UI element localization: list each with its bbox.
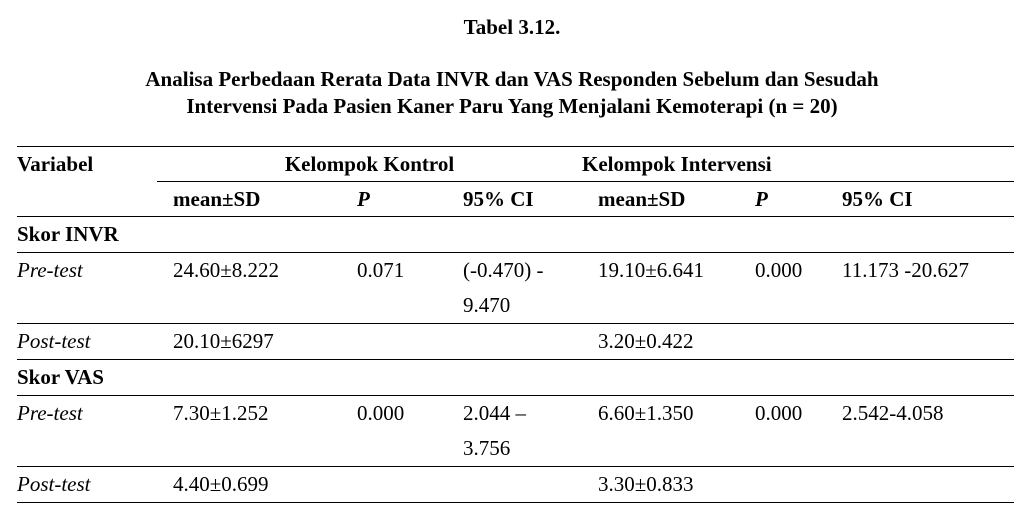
intervensi-ci-value: 11.173 -20.627 <box>826 253 1014 324</box>
kontrol-ci-line-2: 9.470 <box>463 293 511 317</box>
kontrol-p-value: 0.071 <box>341 253 447 324</box>
table-title <box>0 66 1024 120</box>
row-label: Pre-test <box>17 253 157 324</box>
kontrol-ci-line-1: (-0.470) - <box>463 258 544 282</box>
table-title-line-1: Analisa Perbedaan Rerata Data INVR dan VAS Responden Sebelum dan Sesudah <box>145 67 879 91</box>
header-kontrol-p: P <box>341 182 447 217</box>
header-intervensi-mean: mean±SD <box>582 182 739 217</box>
section-label-invr: Skor INVR <box>17 222 119 246</box>
intervensi-mean-value: 3.20±0.422 <box>582 324 739 360</box>
header-empty-cell <box>17 182 157 217</box>
table-number: Tabel 3.12. <box>463 15 561 39</box>
section-label-vas: Skor VAS <box>17 360 1014 396</box>
results-table <box>17 146 1014 503</box>
table-row <box>17 253 1014 324</box>
kontrol-mean-value: 7.30±1.252 <box>157 396 341 467</box>
kontrol-p-value <box>341 324 447 360</box>
header-kontrol-mean: mean±SD <box>157 182 341 217</box>
kontrol-p-value: 0.000 <box>341 396 447 467</box>
kontrol-ci-value <box>447 253 582 324</box>
kontrol-mean-value: 4.40±0.699 <box>157 467 341 503</box>
intervensi-ci-value: 2.542-4.058 <box>826 396 1014 467</box>
kontrol-ci-value <box>447 324 582 360</box>
intervensi-p-value: 0.000 <box>739 396 826 467</box>
section-row-vas <box>17 360 1014 396</box>
table-row <box>17 396 1014 467</box>
header-intervensi-ci: 95% CI <box>826 182 1014 217</box>
intervensi-mean-value: 6.60±1.350 <box>582 396 739 467</box>
table-title-line-2: Intervensi Pada Pasien Kaner Paru Yang Menjalani Kemoterapi (n = 20) <box>186 94 838 118</box>
kontrol-p-value <box>341 467 447 503</box>
header-row-columns <box>17 182 1014 217</box>
kontrol-ci-value <box>447 467 582 503</box>
kontrol-mean-value: 20.10±6297 <box>157 324 341 360</box>
intervensi-p-value: 0.000 <box>739 253 826 324</box>
section-row-invr <box>17 217 1014 253</box>
intervensi-p-value <box>739 324 826 360</box>
header-kontrol-ci: 95% CI <box>447 182 582 217</box>
row-label: Post-test <box>17 324 157 360</box>
row-label: Pre-test <box>17 396 157 467</box>
kontrol-ci-line-2: 3.756 <box>463 436 511 460</box>
row-label: Post-test <box>17 467 157 503</box>
header-row-groups <box>17 147 1014 182</box>
kontrol-ci-value <box>447 396 582 467</box>
header-group-kontrol <box>157 147 582 182</box>
header-intervensi-p: P <box>739 182 826 217</box>
intervensi-ci-value <box>826 467 1014 503</box>
table-row <box>17 467 1014 503</box>
table-row <box>17 324 1014 360</box>
header-group-kontrol-label: Kelompok Kontrol <box>284 152 455 176</box>
header-variabel: Variabel <box>17 147 157 182</box>
intervensi-p-value <box>739 467 826 503</box>
intervensi-mean-value: 3.30±0.833 <box>582 467 739 503</box>
intervensi-mean-value: 19.10±6.641 <box>582 253 739 324</box>
header-group-intervensi-label: Kelompok Intervensi <box>582 152 772 176</box>
kontrol-ci-line-1: 2.044 – <box>463 401 526 425</box>
header-group-intervensi <box>582 147 1014 182</box>
kontrol-mean-value: 24.60±8.222 <box>157 253 341 324</box>
intervensi-ci-value <box>826 324 1014 360</box>
